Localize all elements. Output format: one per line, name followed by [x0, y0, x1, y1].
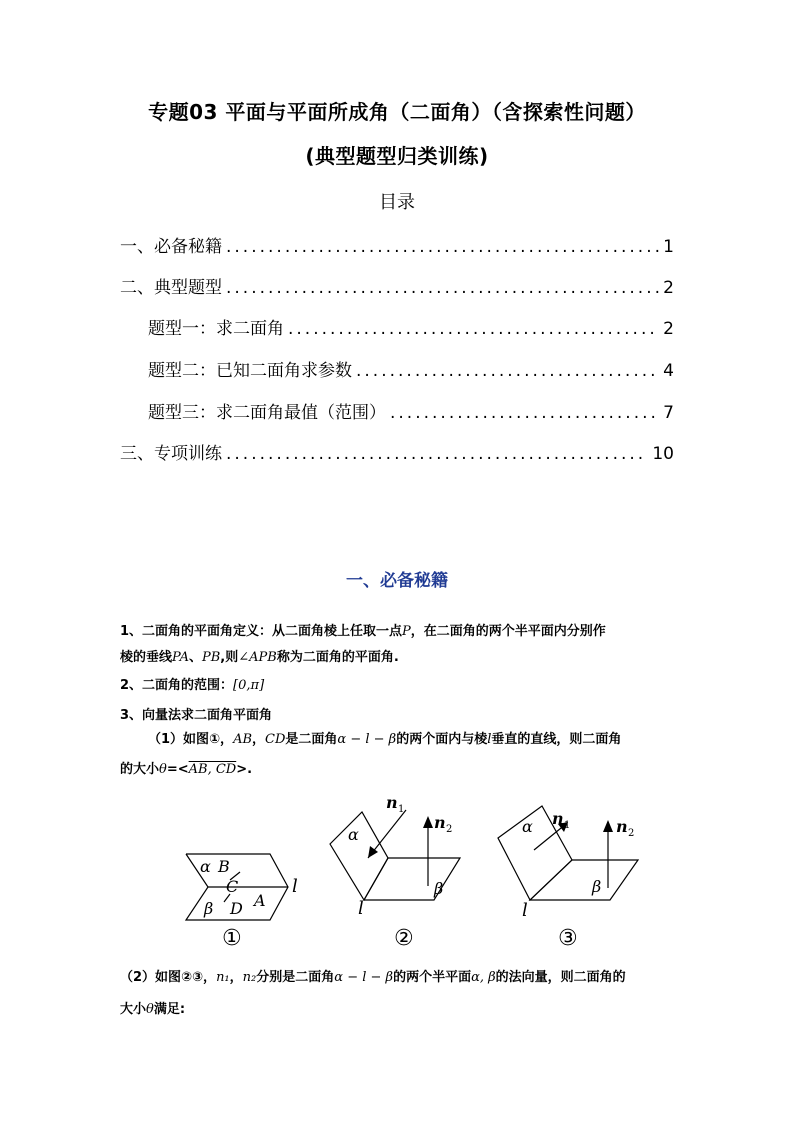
text-run: 3、向量法求二面角平面角	[120, 708, 273, 723]
figure-3-n1: n	[552, 809, 564, 828]
figure-2-n2-sub: 2	[446, 824, 453, 835]
figure-3-alpha: α	[522, 817, 533, 836]
text-run: >.	[236, 762, 253, 777]
text-run: 棱的垂线	[120, 650, 173, 665]
toc-page-number: 2	[663, 319, 674, 339]
math-edge-l: l	[487, 732, 492, 747]
figure-1-a: A	[254, 891, 266, 910]
toc-leader-dots	[226, 237, 659, 257]
text-run: （1）如图①，	[148, 732, 234, 747]
figure-2-n1-sub: 1	[398, 804, 405, 815]
case2-line-2	[120, 1000, 680, 1020]
figure-3-l: l	[522, 900, 528, 921]
toc-entry-label: 题型三：求二面角最值（范围）	[148, 403, 386, 423]
section-heading: 一、必备秘籍	[346, 571, 448, 591]
math-pb: PB	[201, 650, 221, 665]
text-run: ,则	[220, 650, 239, 665]
toc-page-number: 7	[663, 403, 674, 423]
text-run: （2）如图②③，	[120, 970, 217, 985]
figure-1-b: B	[218, 857, 230, 876]
text-run: 大小	[120, 1002, 147, 1017]
figure-3-n1-sub: 1	[564, 820, 571, 831]
figure-2-n2: n	[434, 813, 446, 832]
text-run: 、	[188, 650, 202, 665]
toc-leader-dots	[356, 361, 659, 381]
toc-entry-5[interactable]	[148, 398, 674, 422]
text-run: ，	[252, 732, 266, 747]
toc-entry-3[interactable]	[148, 314, 674, 338]
math-vectors: AB, CD	[188, 762, 237, 777]
math-pa: PA	[172, 650, 189, 665]
definition-line-2	[120, 648, 680, 668]
figure-1-diagram	[178, 842, 308, 932]
text-run: 满足:	[153, 1002, 186, 1017]
definition-line-1	[120, 622, 680, 642]
toc-leader-dots	[288, 319, 659, 339]
text-run: 垂直的直线，则二面角	[491, 732, 622, 747]
case2-line-1	[120, 968, 680, 988]
toc-entry-label: 题型二：已知二面角求参数	[148, 361, 352, 381]
math-point-p: P	[402, 624, 411, 639]
figure-2-diagram	[322, 786, 467, 921]
figure-2-plane-alpha	[330, 812, 388, 900]
math-dihedral: α − l − β	[337, 732, 397, 747]
math-angle-apb: ∠APB	[238, 650, 277, 665]
text-run: 1、二面角的平面角定义：从二面角棱上任取一点	[120, 624, 403, 639]
math-theta: θ	[146, 1002, 154, 1017]
toc-entry-label: 二、典型题型	[120, 278, 222, 298]
toc-heading: 目录	[379, 192, 415, 213]
toc-leader-dots	[390, 403, 659, 423]
figure-3-n2-sub: 2	[628, 828, 635, 839]
figure-2-plane-beta	[364, 858, 460, 900]
figure-3-beta: β	[592, 877, 602, 896]
figure-2-label: ②	[394, 926, 414, 951]
toc-entry-label: 一、必备秘籍	[120, 237, 222, 257]
toc-leader-dots	[226, 444, 648, 464]
text-run: 的法向量，则二面角的	[495, 970, 626, 985]
text-run: 的两个面内与棱	[396, 732, 488, 747]
figure-3-label: ③	[558, 926, 578, 951]
math-theta: θ	[159, 762, 167, 777]
math-n2: n₂	[242, 970, 257, 985]
figure-2-alpha: α	[348, 825, 359, 844]
text-run: ，	[229, 970, 243, 985]
text-run: =<	[166, 762, 189, 777]
toc-entry-label: 三、专项训练	[120, 444, 222, 464]
math-dihedral: α − l − β	[334, 970, 394, 985]
math-n1: n₁	[216, 970, 230, 985]
toc-page-number: 2	[663, 278, 674, 298]
text-run: 的两个半平面	[393, 970, 472, 985]
case1-line-2	[120, 760, 680, 780]
math-cd: CD	[265, 732, 286, 747]
document-subtitle: (典型题型归类训练)	[305, 144, 489, 168]
text-run: 的大小	[120, 762, 160, 777]
toc-entry-6[interactable]	[120, 439, 674, 463]
toc-page-number: 10	[652, 444, 674, 464]
toc-leader-dots	[226, 278, 659, 298]
toc-page-number: 4	[663, 361, 674, 381]
figure-1-alpha: α	[200, 857, 211, 876]
range-line	[120, 676, 680, 696]
figure-1-d: D	[230, 899, 243, 918]
figure-3-diagram	[492, 802, 642, 922]
text-run: 是二面角	[285, 732, 338, 747]
math-ab: AB	[233, 732, 253, 747]
toc-entry-label: 题型一：求二面角	[148, 319, 284, 339]
figure-2-n1: n	[386, 793, 398, 812]
math-range: [0,π]	[233, 678, 265, 693]
figure-2-beta: β	[434, 879, 444, 898]
figure-1-c: C	[226, 877, 239, 896]
figure-1-beta: β	[204, 899, 214, 918]
toc-page-number: 1	[663, 237, 674, 257]
figure-3-n2: n	[616, 817, 628, 836]
math-planes: α, β	[471, 970, 496, 985]
figure-1-label: ①	[222, 926, 242, 951]
figure-3-n2-arrowhead	[603, 820, 613, 832]
figure-3-plane-beta	[530, 860, 638, 900]
figure-2-l: l	[358, 898, 364, 919]
toc-entry-2[interactable]	[120, 273, 674, 297]
text-run: 2、二面角的范围：	[120, 678, 234, 693]
toc-entry-4[interactable]	[148, 356, 674, 380]
text-run: 分别是二面角	[256, 970, 335, 985]
case1-line-1	[148, 730, 708, 750]
document-title: 专题03 平面与平面所成角（二面角）（含探索性问题）	[148, 100, 646, 124]
text-run: 称为二面角的平面角.	[276, 650, 399, 665]
figure-2-n2-arrowhead	[423, 816, 433, 828]
text-run: ，在二面角的两个半平面内分别作	[410, 624, 606, 639]
toc-entry-1[interactable]	[120, 232, 674, 256]
vector-method-heading	[120, 706, 680, 726]
figure-1-l: l	[292, 876, 298, 897]
